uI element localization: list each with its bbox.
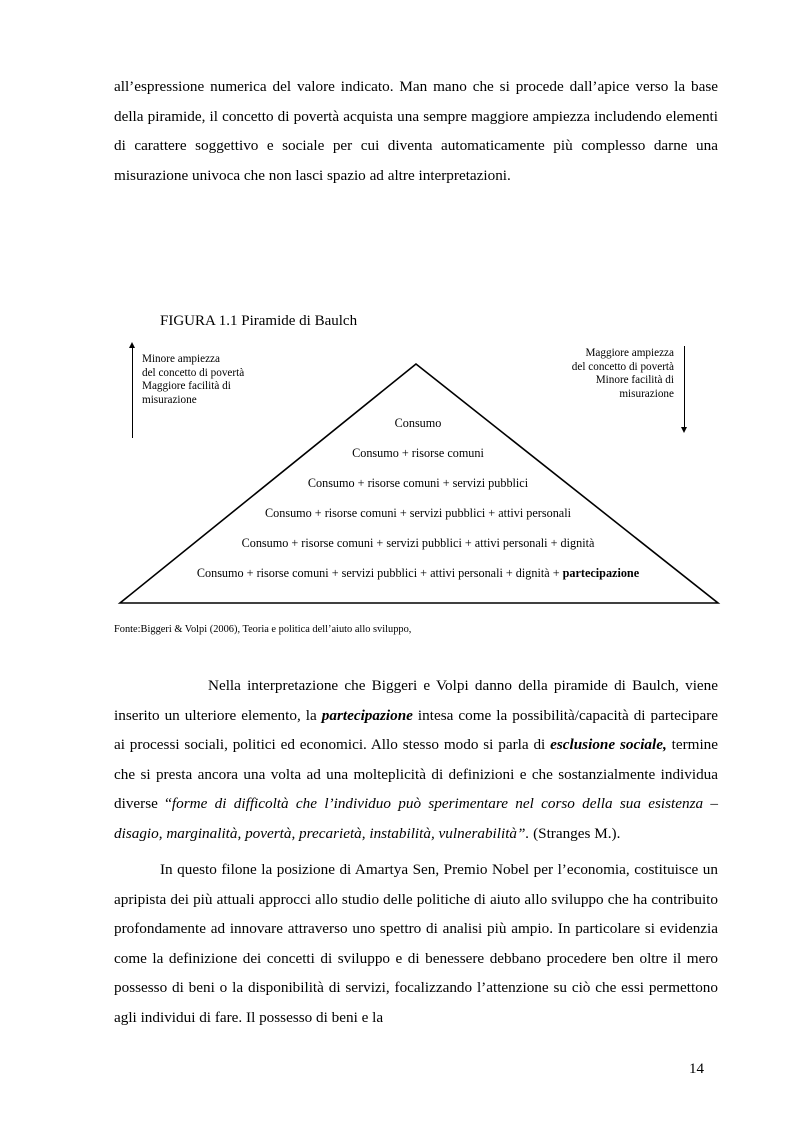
figure-source: Fonte:Biggeri & Volpi (2006), Teoria e politica dell’aiuto allo sviluppo, <box>114 624 412 635</box>
right-note-line: del concetto di povertà <box>571 360 674 373</box>
pyramid-level-base-bold: partecipazione <box>562 566 640 580</box>
paragraph-interpretation <box>114 671 718 849</box>
pyramid-level: Consumo <box>394 416 442 430</box>
pyramid-level-base <box>0 566 793 581</box>
page-number: 14 <box>689 1061 704 1077</box>
left-note-line: del concetto di povertà <box>142 366 245 379</box>
left-note-line: Minore ampiezza <box>142 353 220 365</box>
pyramid-level: Consumo + risorse comuni <box>352 446 484 460</box>
p2-text-2: intesa come la possibilità/capacità di partecipare ai processi sociali, politici ed economici. Allo stesso modo si parla di <box>114 706 719 754</box>
left-note-line: misurazione <box>142 393 197 406</box>
p2-emphasis-partecipazione: partecipazione <box>321 706 413 724</box>
pyramid-level: Consumo + risorse comuni + servizi pubblici + attivi personali <box>265 506 571 520</box>
left-note-line: Maggiore facilità di <box>142 380 231 393</box>
right-note-line: Maggiore ampiezza <box>585 347 674 359</box>
p2-text-4: (Stranges M.). <box>529 824 621 842</box>
right-note-line: misurazione <box>619 387 674 400</box>
figure-title: FIGURA 1.1 Piramide di Baulch <box>160 313 358 329</box>
p2-quote: forme di difficoltà che l’individuo può sperimentare nel corso della sua esistenza – disagio, marginalità, povertà, precarietà, instabilità, vulnerabilità”. <box>114 795 718 842</box>
pyramid-level-base-text: Consumo + risorse comuni + servizi pubblici + attivi personali + dignità + <box>196 566 563 580</box>
pyramid-level: Consumo + risorse comuni + servizi pubblici <box>307 476 529 490</box>
p2-emphasis-esclusione: esclusione sociale, <box>550 736 667 754</box>
p2-text-1: Nella interpretazione che Biggeri e Volpi danno della piramide di Baulch, viene inserito un ulteriore elemento, la <box>114 677 718 724</box>
paragraph-intro: all’espressione numerica del valore indicato. Man mano che si procede dall’apice verso la base della piramide, il concetto di povertà acquista una sempre maggiore ampiezza includendo elementi di carattere soggettivo e sociale per cui diventa automaticamente più complesso darne una misurazione univoca che non lasci spazio ad altre interpretazioni. <box>114 78 718 184</box>
pyramid-level: Consumo + risorse comuni + servizi pubblici + attivi personali + dignità <box>241 536 595 550</box>
paragraph-sen: In questo filone la posizione di Amartya Sen, Premio Nobel per l’economia, costituisce un apripista dei più attuali approcci allo studio delle politiche di aiuto allo sviluppo che ha contribuito profondamente ad innovare attraverso uno spettro di analisi più ampio. In particolare si evidenzia come la definizione dei concetti di sviluppo e di benessere debbano procedere ben oltre il mero possesso di beni o la disponibilità di servizi, focalizzando l’attenzione su ciò che essi permettono agli individui di fare. Il possesso di beni e la <box>114 861 718 1026</box>
p2-text-3: termine che si presta ancora una volta ad una molteplicità di definizioni e che sostanzialmente individua diverse “ <box>114 736 719 813</box>
right-note-line: Minore facilità di <box>595 374 674 387</box>
